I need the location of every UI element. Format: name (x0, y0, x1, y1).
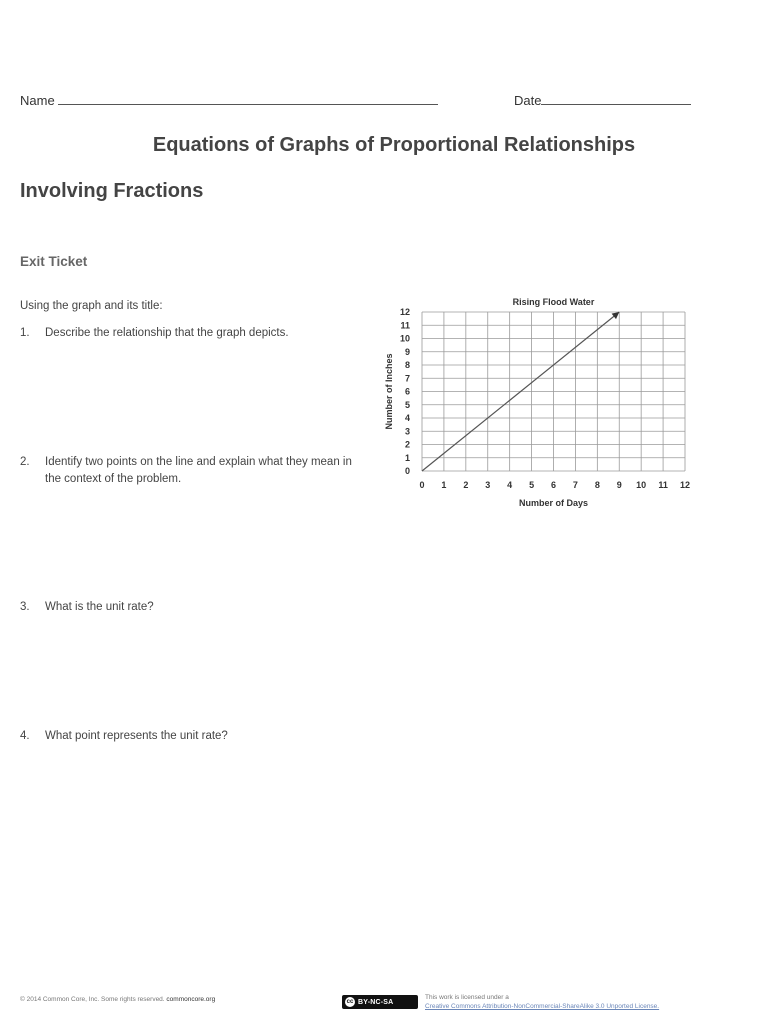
page-title: Equations of Graphs of Proportional Relationships (152, 134, 636, 156)
flood-water-chart (370, 290, 710, 520)
x-axis-label: Number of Days (518, 498, 589, 508)
footer-copyright (20, 996, 215, 1003)
x-tick-label: 0 (419, 480, 425, 490)
date-field[interactable] (514, 92, 691, 108)
cc-license-badge[interactable] (342, 995, 418, 1009)
date-label: Date (514, 93, 542, 108)
x-tick-label: 11 (658, 480, 668, 490)
license-line-1: This work is licensed under a (425, 994, 509, 1001)
y-tick-label: 10 (399, 333, 410, 344)
x-tick-label: 12 (679, 480, 691, 490)
y-tick-label: 6 (404, 386, 410, 397)
y-tick-label: 7 (404, 373, 410, 384)
question-text: What is the unit rate? (45, 601, 154, 613)
question-text: Identify two points on the line and explain what they mean in the context of the problem. (45, 456, 352, 485)
y-tick-label: 2 (404, 439, 410, 450)
x-tick-label: 10 (636, 480, 647, 490)
question-number: 1. (20, 327, 30, 339)
cc-icon: cc (346, 999, 354, 1005)
y-tick-label: 9 (404, 346, 410, 357)
y-tick-label: 0 (404, 466, 410, 476)
name-field[interactable] (20, 92, 438, 108)
badge-text: BY-NC-SA (358, 998, 394, 1006)
x-tick-label: 1 (441, 480, 447, 490)
chart-title: Rising Flood Water (512, 297, 595, 307)
y-tick-label: 11 (400, 320, 410, 331)
name-blank-line[interactable] (58, 92, 438, 105)
y-tick-label: 8 (404, 360, 410, 370)
y-tick-label: 3 (404, 426, 410, 437)
x-tick-label: 6 (550, 480, 557, 490)
section-label: Exit Ticket (20, 254, 88, 269)
x-tick-label: 8 (594, 480, 600, 490)
date-blank-line[interactable] (541, 92, 691, 105)
question-number: 3. (20, 601, 30, 613)
x-tick-label: 7 (572, 480, 578, 490)
site-link[interactable]: commoncore.org (166, 996, 216, 1003)
x-tick-label: 3 (485, 480, 491, 490)
question-text: Describe the relationship that the graph depicts. (45, 327, 289, 339)
page-subtitle: Involving Fractions (20, 180, 204, 202)
y-axis-label: Number of Inches (384, 353, 394, 430)
x-tick-label: 9 (616, 480, 622, 490)
question-number: 2. (20, 456, 30, 468)
y-tick-label: 5 (404, 399, 410, 410)
x-tick-label: 5 (529, 480, 535, 490)
copyright-text: © 2014 Common Core, Inc. Some rights reserved. (20, 996, 165, 1003)
y-tick-label: 12 (399, 307, 410, 317)
y-tick-label: 1 (404, 452, 410, 463)
x-tick-label: 2 (463, 480, 469, 490)
question-number: 4. (20, 730, 30, 742)
name-label: Name (20, 93, 55, 108)
license-link[interactable]: Creative Commons Attribution-NonCommercial-ShareAlike 3.0 Unported License. (425, 1003, 660, 1010)
x-tick-label: 4 (507, 480, 513, 490)
question-text: What point represents the unit rate? (45, 730, 228, 742)
intro-text: Using the graph and its title: (20, 300, 163, 312)
license-text (425, 993, 659, 1011)
y-tick-label: 4 (404, 413, 410, 423)
series-arrowhead (612, 312, 620, 319)
